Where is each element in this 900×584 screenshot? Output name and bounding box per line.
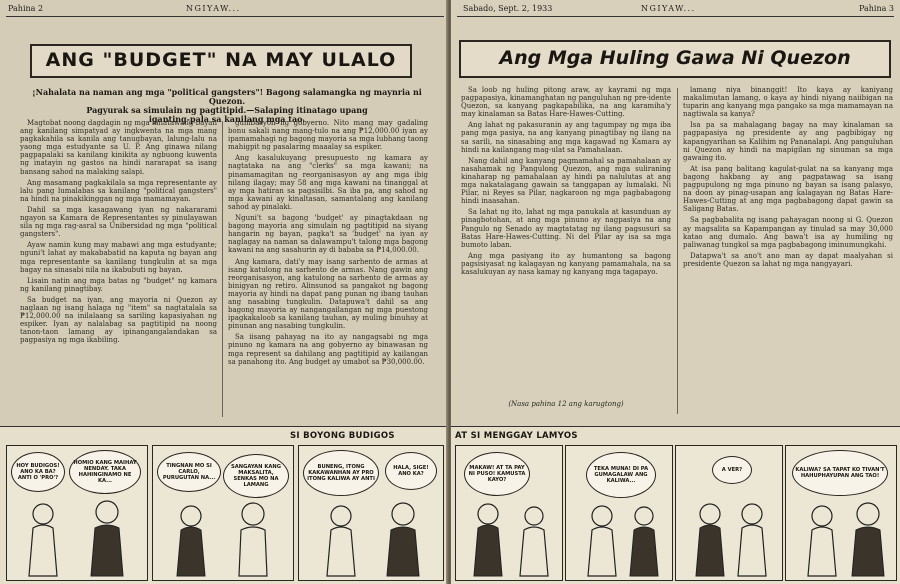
paragraph: Lisain natin ang mga batas ng "budget" ng kamara ng kanilang pinagtibay. [20, 276, 217, 293]
paragraph: Sa budget na iyan, ang mayoria ni Quezon ay naglaan ng isang halaga ng "item" sa nagtatalala sa ₱12,000.00 na inilalaang sa sariling kapasiyahan ng espiker. Iyan ay nalalabag sa pagtitipid na noong tanon-taon lamang ay ipinangangalandakan sa pagpasiya ng mga ikabiling. [20, 295, 217, 345]
cartoon-figures-illustration [307, 500, 435, 578]
cartoon-figures-illustration [462, 498, 558, 578]
speech-bubble: SANGAYAN KANG MAKSALITA, SENKAS MO NA LAMANG [223, 454, 289, 498]
left-page-header [0, 0, 448, 16]
paragraph: Datapwa't sa ano't ano man ay dapat maalyahan si presidente Quezon sa lahat ng mga nangyayari. [683, 251, 893, 268]
speech-bubble: KALIWA? SA TAPAT KO TIVAN'T HAHUPHAYUPAN ANG TAO! [792, 450, 888, 496]
deck-line: Pagyurak sa simulain ng pagtitipid.—Salaping itinatago upang [86, 105, 368, 115]
paragraph: Ang lahat ng pakasuranin ay ang tagumpay ng mga iba pang mga pasiya, na ang kanyang pinagtibay ng ilang na sa sarili, na sinasabing ang mga kagawad ng Kamara ay hindi na kailangang mag-ulat sa Pamahalaan. [461, 121, 671, 154]
deck-line: iganting-pala sa kanilang mga tao. [148, 114, 306, 124]
paragraph: Nang dahil ang kanyang pagmamahal sa pamahalaan ay nasahamak ng Pangulong Quezon, ang mga suliraning kinaharap ng pamahalaan ay hindi pa nalulutas at ang mga nakatalagang gawain sa tanggapan ay lumalaki. Ni Pilar, ni Reyes sa Pilar, nagkaroon ng mga pagbabagong hindi inaasahan. [461, 156, 671, 206]
paragraph: Magtobat noong dagdagin ng mga kinatawang-bayan ang kanilang simpatyad ay ingkwenta na mga mang pagkakahila sa kanila ang tanugbayan, lalung-lalu na yaong mga estudyante sa U. P. Ang ginawa nilang pagpapalaki sa kanilang kinikita ay ngbuong kuwenta ng inatayin ng gastos na hindi nararapat sa isang bansang sahod na malaking salapi. [20, 119, 217, 176]
right-headline: Ang Mga Huling Gawa Ni Quezon [499, 47, 851, 69]
paragraph: Sa lahat ng ito, lahat ng mga panukala at kasunduan ay pinagbotohan, at ang mga pinuno ay nagpasiya na ang Pangulo ng Senado ay magtatatag ng ilang pagsusuri sa Batas Hare-Hawes-Cutting. Ni del Pilar ay isa sa mga bumoto laban. [461, 208, 671, 249]
left-comic-strip [0, 426, 448, 584]
left-article-column-1 [20, 119, 217, 419]
paragraph: lamang niya binanggit! Ito kaya ay kaniyang makalimutan lamang, o kaya ay hindi niyang naiibigan na tuparin ang kanyang mga pangako sa mga mamamayan na nagtiwala sa kanya? [683, 86, 893, 119]
paragraph: Ayaw namin kung may mabawi ang mga estudyante; nguni't lahat ay makababatid na kaputa ng bayan ang mga representante sa kanilang tungkulin at sa mga bagay na sinasabi nila na ikabubuti ng bayan. [20, 241, 217, 274]
paragraph: Ang kasalukuyang presupuesto ng kamara ay nagtataka na ang "clerks" sa mga kawani; na pinamamagitan ng reorganisasyon ay ang mga ibig nilang ilagay; may 58 ang mga kawani na tinanggal at ay mga hatiran sa pagsisilbi. Sa iba pa, ang sahod ng mga kawani ay kinaltasan, samantalang ang kanilang sahod ay pinalaki. [228, 154, 428, 211]
comic-panel-1 [6, 445, 148, 581]
speech-bubble: HOY BUDIGOS! ANO KA BA? ANTI O 'PRO'? [11, 452, 65, 492]
right-comic-title: AT SI MENGGAY LAMYOS [455, 431, 578, 441]
left-headline: ANG "BUDGET" NA MAY ULALO [45, 49, 397, 71]
paragraph: Sa iisang pahayag na ito ay nangagsabi ng mga pinuno ng kamara na ang gobyerno ay binawasan ng mga represent sa dahilang ang pagtitipid ay kailangan sa panahong ito. Ang budget ay umabot sa ₱30,000.00. [228, 333, 428, 366]
paragraph: Dahil sa mga kasagawang iyan ng nakararami ngayon sa Kamara de Representantes sy pinulayawan sila ng mga rag-asral sa Unibersidad ng mga "political gangsters". [20, 205, 217, 239]
speech-bubble: A VER? [712, 456, 752, 484]
comic-panel-2 [152, 445, 294, 581]
cartoon-figures-illustration [572, 500, 668, 578]
left-masthead: NGIYAW... [186, 4, 241, 13]
paragraph: Ang mga pasiyang ito ay humantong sa bagong pagsisiyasat ng kalagayan ng kanyang pamamahala, na sa kasalukuyan ay nasa kamay ng kanyang mga tagapayo. [461, 251, 671, 276]
speech-bubble: HOMIO KANG MAIHAY NENDAY. TAKA HAHINGINAMO NE KA... [69, 450, 141, 494]
comic-panel-4 [785, 445, 897, 581]
right-comic-strip [451, 426, 900, 584]
paragraph: Isa pa sa mahalagang bagay na may kinalaman sa pagpapasiya ng presidente ay ang pagbibigay ng kapangyarihan sa Kalihim ng Pananalapi. Ang panguluhan ni Quezon ay hindi na mapigilan ng sinuman sa mga gawaing ito. [683, 121, 893, 162]
speech-bubble: TEKA MUNA! DI PA GUMAGALAW ANG KALIWA... [586, 452, 656, 498]
comic-panel-1 [455, 445, 563, 581]
right-headline-box [459, 40, 891, 78]
deck-line: ¡Nahalata na naman ang mga "political gangsters"! Bagong salamangka ng maynria ni Quezon. [32, 87, 422, 106]
left-headline-box [30, 44, 412, 78]
paragraph: Sa loob ng huling pitong araw, ay kayrami ng mga pagpapasiya, kinamanghatan ng panguluhan ng pre-idente Quezon, sa kanyang pagkapabilika, na ang karamiha'y may kinalaman sa Batas Hare-Hawes-Cutting. [461, 86, 671, 119]
speech-bubble: BUNENG, ITONG KAKAWANHAN AY PRO ITONG KALIWA AY ANTI [303, 450, 379, 496]
cartoon-figures-illustration [682, 496, 778, 578]
comic-panel-2 [565, 445, 673, 581]
paragraph: Ang masamang pagkakilala sa mga representante ay lalu pang lumalabas sa kanilang "political gangsters" na hindi na pinakikinggan ng mga mamamayan. [20, 178, 217, 203]
left-page [0, 0, 448, 584]
right-page [451, 0, 900, 584]
speech-bubble: HALA, SIGE! ANO KA? [385, 452, 437, 490]
cartoon-figures-illustration [792, 500, 892, 578]
left-article-column-2 [228, 119, 428, 419]
paragraph: gumbasyon ng gobyerno. Nito mang may gadaling bonu sakali nang mang-tulo na ang ₱12,000.00 iyan ay ipamamahagi ng bagong mayoria sa mga lubhang taong mahigpit ng pasalaring maaalay sa espiker. [228, 119, 428, 152]
cartoon-figures-illustration [15, 498, 139, 578]
paragraph: Sa pagbabalita ng isang pahayagan noong si G. Quezon ay magsalita sa Kapampangan ay tinulad sa may 30,000 katao ang dumalo. Ang bawa't isa ay humiling ng paliwanag tungkol sa mga pagbabagong iminumungkahi. [683, 216, 893, 249]
speech-bubble: MAKAW! AT TA PAY NI PUSO! KAMUSTA KAYO? [464, 452, 530, 496]
right-masthead: NGIYAW... [641, 4, 696, 13]
speech-bubble: TINGNAN MO SI CARLO, PURUGUTAN NA... [157, 452, 221, 492]
right-page-header [451, 0, 900, 16]
paragraph: Ang kamara, dati'y may isang sarhento de armas at isang katulong na sarhento de armas. Nang gawin ang reorganisasyon, ang katulong na sarhento de armas ay binigyan ng retiro. Alinsunod sa pangakot ng bagong mayoria ay hindi na dapat pang punan ng ibang tauhan ang nasabing tungkulin. Datapuwa't dahil sa ang bagong mayoria ay nangangailangan ng mga puestong ipagkakaloob sa kanilang tauhan, ay muling binuhay at pinunan ang nasabing tungkulin. [228, 257, 428, 331]
comic-panel-3 [298, 445, 444, 581]
right-article-column-1 [461, 86, 671, 386]
left-comic-title: SI BOYONG BUDIGOS [290, 431, 395, 441]
right-article-column-2 [683, 86, 893, 414]
comic-panel-3 [675, 445, 783, 581]
right-page-date: Sabado, Sept. 2, 1933 [463, 4, 553, 13]
right-page-number: Pahina 3 [858, 4, 894, 13]
continuation-note: (Nasa pahina 12 ang karugtong) [508, 400, 624, 408]
paragraph: At isa pang balitang kagulat-gulat na sa kanyang mga bagong hakbang ay ang pagpatawag sa isang pagpupulong ng mga pinuno ng bayan sa isang palasyo, na doon ay pinag-usapan ang kalagayan ng Batas Hare-Hawes-Cutting at ang mga pagbabagong dapat gawin sa Saligang Batas. [683, 164, 893, 214]
cartoon-figures-illustration [161, 498, 285, 578]
paragraph: Nguni't sa bagong 'budget' ay pinagtakdaan ng bagong mayoria ang simulain ng pagtitipid na siyang hangarin ng bayan, pagka't sa 'budget' na iyan ay naglagay na naman sa dalawampu't talong mga bagong kawani na ang sasahurin ay di bababa sa ₱14,000.00. [228, 214, 428, 255]
left-page-number: Pahina 2 [8, 4, 44, 13]
